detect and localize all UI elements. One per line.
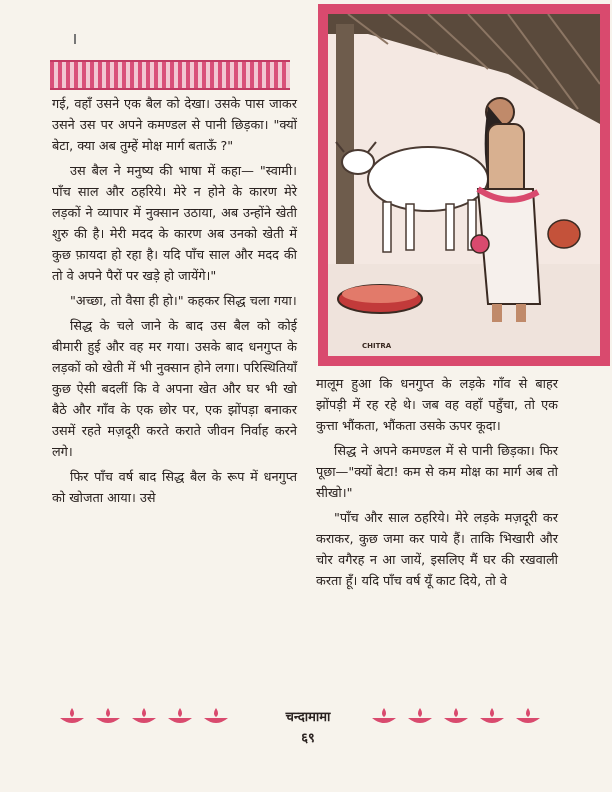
paragraph: गई, वहाँ उसने एक बैल को देखा। उसके पास जाकर उसने उस पर अपने कमण्डल से पानी छिड़का। "क्यों बेटा, क्या अब तुम्हें मोक्ष मार्ग बताऊँ ?" xyxy=(52,97,297,154)
paragraph: मालूम हुआ कि धनगुप्त के लड़के गाँव से बाहर झोंपड़ी में रह रहे थे। जब वह वहाँ पहुँचा, तो एक कुत्ता भौंकता, भौंकता उसके ऊपर कूदा। xyxy=(316,377,558,434)
artist-signature: CHITRA xyxy=(362,342,392,350)
oil-lamp-icon xyxy=(406,706,434,726)
right-text-column xyxy=(316,374,558,596)
oil-lamp-icon xyxy=(202,706,230,726)
oil-lamp-icon xyxy=(442,706,470,726)
oil-lamp-icon xyxy=(130,706,158,726)
story-illustration xyxy=(318,4,610,366)
paragraph: "अच्छा, तो वैसा ही हो।" कहकर सिद्ध चला गया। xyxy=(70,294,297,309)
illustration-canvas xyxy=(328,14,600,356)
page-number: ६९ xyxy=(301,731,315,746)
oil-lamp-icon xyxy=(58,706,86,726)
paragraph: सिद्ध ने अपने कमण्डल में से पानी छिड़का। फिर पूछा—"क्यों बेटा! कम से कम मोक्ष का मार्ग अब तो सीखो।" xyxy=(316,444,558,501)
paragraph: सिद्ध के चले जाने के बाद उस बैल को कोई बीमारी हुई और वह मर गया। उसके बाद धनगुप्त के लड़कों को खेती में भी नुक्सान होने लगा। परिस्थितियाँ कुछ ऐसी बदलीं कि वे अपना खेत और घर भी खो बैठे और गाँव के एक छोर पर, एक झोंपड़ा बनाकर उसमें रहते मज़दूरी करते कराते जीवन निर्वाह करने लगे। xyxy=(52,319,297,460)
left-text-column xyxy=(52,94,297,513)
oil-lamp-icon xyxy=(514,706,542,726)
oil-lamp-icon xyxy=(478,706,506,726)
margin-mark xyxy=(74,34,76,44)
sage-with-bull-illustration-icon xyxy=(328,14,600,356)
footer-lamp-row-left xyxy=(58,704,230,728)
oil-lamp-icon xyxy=(166,706,194,726)
paragraph: फिर पाँच वर्ष बाद सिद्ध बैल के रूप में धनगुप्त को खोजता आया। उसे xyxy=(52,470,297,506)
oil-lamp-icon xyxy=(370,706,398,726)
magazine-name: चन्दामामा xyxy=(285,710,331,725)
footer-lamp-row-right xyxy=(370,704,542,728)
paragraph: उस बैल ने मनुष्य की भाषा में कहा— "स्वामी। पाँच साल और ठहरिये। मेरे न होने के कारण मेरे लड़कों ने व्यापार में नुक्सान उठाया, अब उन्होंने खेती शुरु की है। मेरी मदद के कारण अब उनको खेती में कुछ फ़ायदा हो रहा है। यदि पाँच साल और मदद की तो वे अपने पैरों पर खड़े हो जायेंगे।" xyxy=(52,164,297,284)
paragraph: "पाँच और साल ठहरिये। मेरे लड़के मज़दूरी कर कराकर, कुछ जमा कर पाये हैं। ताकि भिखारी और चोर वगैरह न आ जायें, इसलिए मैं घर की रखवाली करता हूँ। यदि पाँच वर्ष यूँ काट दिये, तो वे xyxy=(316,511,558,589)
decorative-border-strip xyxy=(50,60,290,90)
oil-lamp-icon xyxy=(94,706,122,726)
